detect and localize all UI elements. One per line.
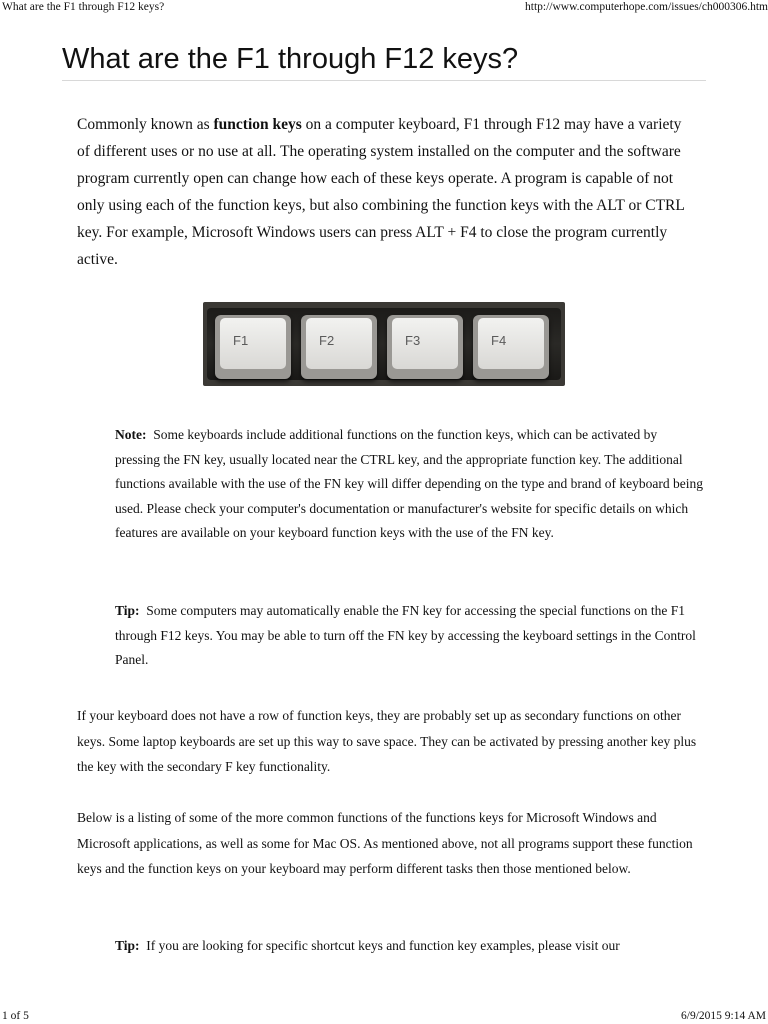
key-legend: F4 [491, 333, 507, 348]
print-header-url: http://www.computerhope.com/issues/ch000306.htm [525, 1, 768, 13]
note-text: Some keyboards include additional functions on the function keys, which can be activated by pressing the FN key, usually located near the CTRL key, and the appropriate function key. The additional functions available with the use of the FN key will differ depending on the type and brand of keyboard being used. Please check your computer's documentation or manufacturer's website for specific details on which features are available on your keyboard function keys with the use of the FN key. [115, 427, 703, 540]
secondary-functions-paragraph: If your keyboard does not have a row of function keys, they are probably set up as secondary functions on other keys. Some laptop keyboards are set up this way to save space. They can be activated by pressing another key plus the key with the secondary F key functionality. [77, 708, 697, 774]
page-indicator: 1 of 5 [2, 1010, 29, 1022]
key-f1 [215, 315, 291, 379]
tip-callout-shortcuts [115, 934, 705, 959]
key-legend: F1 [233, 333, 249, 348]
listing-intro-paragraph: Below is a listing of some of the more common functions of the functions keys for Microsoft Windows and Microsoft applications, as well as some for Mac OS. As mentioned above, not all programs support these function keys and the function keys on your keyboard may perform different tasks then those mentioned below. [77, 810, 693, 876]
print-header [0, 0, 768, 18]
intro-paragraph [77, 111, 697, 273]
tip-text: If you are looking for specific shortcut keys and function key examples, please visit our [146, 938, 620, 953]
print-header-title: What are the F1 through F12 keys? [2, 1, 165, 13]
note-callout [115, 423, 705, 546]
print-footer [0, 1009, 768, 1024]
tip-label: Tip: [115, 603, 140, 618]
key-f2 [301, 315, 377, 379]
printed-timestamp: 6/9/2015 9:14 AM [681, 1010, 766, 1022]
note-label: Note: [115, 427, 147, 442]
tip-label: Tip: [115, 938, 140, 953]
tip-text: Some computers may automatically enable the FN key for accessing the special functions on the F1 through F12 keys. You may be able to turn off the FN key by accessing the keyboard settings in the Control Panel. [115, 603, 696, 667]
intro-text-after: on a computer keyboard, F1 through F12 may have a variety of different uses or no use at all. The operating system installed on the computer and the software program currently open can change how each of these keys operate. A program is capable of not only using each of the function keys, but also combining the function keys with the ALT or CTRL key. For example, Microsoft Windows users can press ALT + F4 to close the program currently active. [77, 116, 685, 268]
key-f4 [473, 315, 549, 379]
key-legend: F3 [405, 333, 421, 348]
key-f3 [387, 315, 463, 379]
title-divider [62, 80, 706, 81]
tip-callout [115, 599, 705, 673]
key-legend: F2 [319, 333, 335, 348]
intro-bold-term: function keys [213, 116, 302, 133]
page-title: What are the F1 through F12 keys? [62, 43, 519, 75]
intro-text-before: Commonly known as [77, 116, 214, 133]
function-keys-image [203, 302, 565, 386]
